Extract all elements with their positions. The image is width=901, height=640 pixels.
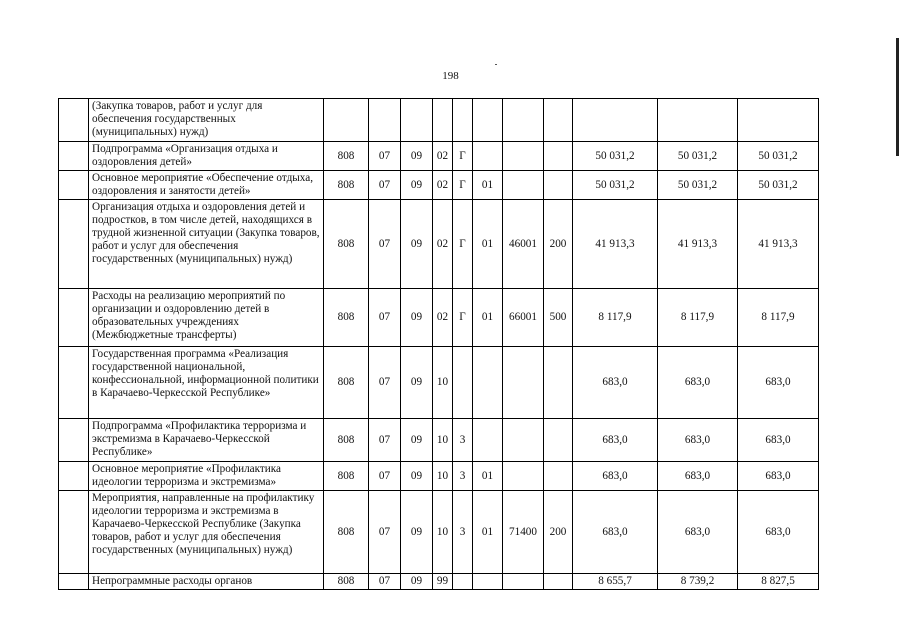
subprogram-cell: Г bbox=[453, 142, 473, 171]
index-cell bbox=[59, 574, 89, 590]
row-name: Подпрограмма «Организация отдыха и оздоровления детей» bbox=[89, 142, 324, 171]
event-cell: 01 bbox=[473, 171, 503, 200]
section-cell: 07 bbox=[369, 462, 401, 491]
amount-2019: 50 031,2 bbox=[573, 171, 658, 200]
code-cell bbox=[324, 99, 369, 142]
amount-2020: 8 739,2 bbox=[658, 574, 738, 590]
subsection-cell: 09 bbox=[401, 491, 433, 574]
amount-2020 bbox=[658, 99, 738, 142]
event-cell bbox=[473, 574, 503, 590]
expense-type-cell bbox=[544, 574, 573, 590]
direction-cell bbox=[503, 347, 544, 419]
table-row bbox=[59, 347, 819, 419]
index-cell bbox=[59, 142, 89, 171]
amount-2020: 8 117,9 bbox=[658, 289, 738, 347]
event-cell: 01 bbox=[473, 462, 503, 491]
subprogram-cell: Г bbox=[453, 171, 473, 200]
index-cell bbox=[59, 99, 89, 142]
program-cell bbox=[433, 99, 453, 142]
program-cell: 02 bbox=[433, 171, 453, 200]
section-cell: 07 bbox=[369, 171, 401, 200]
direction-cell bbox=[503, 99, 544, 142]
code-cell: 808 bbox=[324, 171, 369, 200]
amount-2019: 41 913,3 bbox=[573, 200, 658, 289]
subprogram-cell bbox=[453, 574, 473, 590]
table-row bbox=[59, 419, 819, 462]
section-cell: 07 bbox=[369, 419, 401, 462]
scan-edge-mark bbox=[896, 38, 899, 156]
event-cell: 01 bbox=[473, 491, 503, 574]
subsection-cell: 09 bbox=[401, 142, 433, 171]
event-cell bbox=[473, 347, 503, 419]
subsection-cell: 09 bbox=[401, 347, 433, 419]
expense-type-cell: 500 bbox=[544, 289, 573, 347]
table-row bbox=[59, 289, 819, 347]
subprogram-cell: 3 bbox=[453, 491, 473, 574]
row-name: Непрограммные расходы органов bbox=[89, 574, 324, 590]
amount-2020: 683,0 bbox=[658, 347, 738, 419]
amount-2020: 683,0 bbox=[658, 462, 738, 491]
amount-2021: 50 031,2 bbox=[738, 142, 819, 171]
expense-type-cell bbox=[544, 419, 573, 462]
expense-type-cell bbox=[544, 347, 573, 419]
amount-2021: 683,0 bbox=[738, 491, 819, 574]
amount-2019: 683,0 bbox=[573, 419, 658, 462]
direction-cell bbox=[503, 142, 544, 171]
section-cell: 07 bbox=[369, 491, 401, 574]
index-cell bbox=[59, 289, 89, 347]
section-cell: 07 bbox=[369, 289, 401, 347]
code-cell: 808 bbox=[324, 289, 369, 347]
amount-2021: 41 913,3 bbox=[738, 200, 819, 289]
code-cell: 808 bbox=[324, 574, 369, 590]
subprogram-cell bbox=[453, 347, 473, 419]
expense-type-cell: 200 bbox=[544, 491, 573, 574]
amount-2019: 683,0 bbox=[573, 491, 658, 574]
program-cell: 99 bbox=[433, 574, 453, 590]
row-name: Основное мероприятие «Обеспечение отдыха, оздоровления и занятости детей» bbox=[89, 171, 324, 200]
event-cell: 01 bbox=[473, 200, 503, 289]
row-name: Организация отдыха и оздоровления детей и подростков, в том числе детей, находящихся в трудной жизненной ситуации (Закупка товаров, работ и услуг для обеспечения государственных (муниципальных) нужд) bbox=[89, 200, 324, 289]
subsection-cell bbox=[401, 99, 433, 142]
code-cell: 808 bbox=[324, 200, 369, 289]
expense-type-cell bbox=[544, 462, 573, 491]
scan-speck bbox=[495, 64, 497, 65]
row-name: Подпрограмма «Профилактика терроризма и экстремизма в Карачаево-Черкесской Республике» bbox=[89, 419, 324, 462]
code-cell: 808 bbox=[324, 419, 369, 462]
index-cell bbox=[59, 419, 89, 462]
amount-2021: 683,0 bbox=[738, 462, 819, 491]
subsection-cell: 09 bbox=[401, 462, 433, 491]
subprogram-cell: Г bbox=[453, 200, 473, 289]
table-row bbox=[59, 200, 819, 289]
amount-2019: 683,0 bbox=[573, 462, 658, 491]
program-cell: 02 bbox=[433, 289, 453, 347]
direction-cell bbox=[503, 171, 544, 200]
section-cell: 07 bbox=[369, 574, 401, 590]
index-cell bbox=[59, 347, 89, 419]
code-cell: 808 bbox=[324, 347, 369, 419]
code-cell: 808 bbox=[324, 142, 369, 171]
code-cell: 808 bbox=[324, 491, 369, 574]
index-cell bbox=[59, 200, 89, 289]
row-name: Основное мероприятие «Профилактика идеологии терроризма и экстремизма» bbox=[89, 462, 324, 491]
section-cell: 07 bbox=[369, 142, 401, 171]
row-name: Расходы на реализацию мероприятий по организации и оздоровлению детей в образовательных учреждениях (Межбюджетные трансферты) bbox=[89, 289, 324, 347]
amount-2020: 41 913,3 bbox=[658, 200, 738, 289]
row-name: Мероприятия, направленные на профилактику идеологии терроризма и экстремизма в Карачаево-Черкесской Республике (Закупка товаров, работ и услуг для обеспечения государственных (муниципальных) нужд) bbox=[89, 491, 324, 574]
table-row bbox=[59, 574, 819, 590]
direction-cell: 66001 bbox=[503, 289, 544, 347]
event-cell: 01 bbox=[473, 289, 503, 347]
amount-2019: 50 031,2 bbox=[573, 142, 658, 171]
section-cell: 07 bbox=[369, 347, 401, 419]
amount-2021: 683,0 bbox=[738, 347, 819, 419]
code-cell: 808 bbox=[324, 462, 369, 491]
amount-2020: 683,0 bbox=[658, 491, 738, 574]
event-cell bbox=[473, 142, 503, 171]
direction-cell bbox=[503, 574, 544, 590]
section-cell: 07 bbox=[369, 200, 401, 289]
event-cell bbox=[473, 99, 503, 142]
page-number: 198 bbox=[442, 70, 459, 82]
direction-cell bbox=[503, 462, 544, 491]
expense-type-cell bbox=[544, 171, 573, 200]
table-row bbox=[59, 142, 819, 171]
index-cell bbox=[59, 171, 89, 200]
subsection-cell: 09 bbox=[401, 289, 433, 347]
table-row bbox=[59, 99, 819, 142]
program-cell: 02 bbox=[433, 142, 453, 171]
subprogram-cell bbox=[453, 99, 473, 142]
subprogram-cell: 3 bbox=[453, 462, 473, 491]
table-row bbox=[59, 171, 819, 200]
row-name: Государственная программа «Реализация государственной национальной, конфессиональной, информационной политики в Карачаево-Черкесской Республике» bbox=[89, 347, 324, 419]
amount-2021 bbox=[738, 99, 819, 142]
subsection-cell: 09 bbox=[401, 171, 433, 200]
amount-2019: 8 117,9 bbox=[573, 289, 658, 347]
direction-cell: 46001 bbox=[503, 200, 544, 289]
amount-2019: 683,0 bbox=[573, 347, 658, 419]
amount-2019: 8 655,7 bbox=[573, 574, 658, 590]
index-cell bbox=[59, 491, 89, 574]
budget-table bbox=[58, 98, 819, 590]
program-cell: 10 bbox=[433, 419, 453, 462]
index-cell bbox=[59, 462, 89, 491]
direction-cell bbox=[503, 419, 544, 462]
subprogram-cell: Г bbox=[453, 289, 473, 347]
amount-2020: 50 031,2 bbox=[658, 142, 738, 171]
table-row bbox=[59, 462, 819, 491]
expense-type-cell bbox=[544, 99, 573, 142]
amount-2021: 50 031,2 bbox=[738, 171, 819, 200]
subsection-cell: 09 bbox=[401, 574, 433, 590]
table-row bbox=[59, 491, 819, 574]
amount-2021: 8 117,9 bbox=[738, 289, 819, 347]
expense-type-cell bbox=[544, 142, 573, 171]
amount-2021: 8 827,5 bbox=[738, 574, 819, 590]
program-cell: 10 bbox=[433, 491, 453, 574]
row-name: (Закупка товаров, работ и услуг для обеспечения государственных (муниципальных) нужд) bbox=[89, 99, 324, 142]
event-cell bbox=[473, 419, 503, 462]
amount-2019 bbox=[573, 99, 658, 142]
direction-cell: 71400 bbox=[503, 491, 544, 574]
subprogram-cell: 3 bbox=[453, 419, 473, 462]
amount-2020: 683,0 bbox=[658, 419, 738, 462]
program-cell: 10 bbox=[433, 347, 453, 419]
amount-2021: 683,0 bbox=[738, 419, 819, 462]
section-cell bbox=[369, 99, 401, 142]
program-cell: 10 bbox=[433, 462, 453, 491]
program-cell: 02 bbox=[433, 200, 453, 289]
amount-2020: 50 031,2 bbox=[658, 171, 738, 200]
subsection-cell: 09 bbox=[401, 200, 433, 289]
expense-type-cell: 200 bbox=[544, 200, 573, 289]
subsection-cell: 09 bbox=[401, 419, 433, 462]
